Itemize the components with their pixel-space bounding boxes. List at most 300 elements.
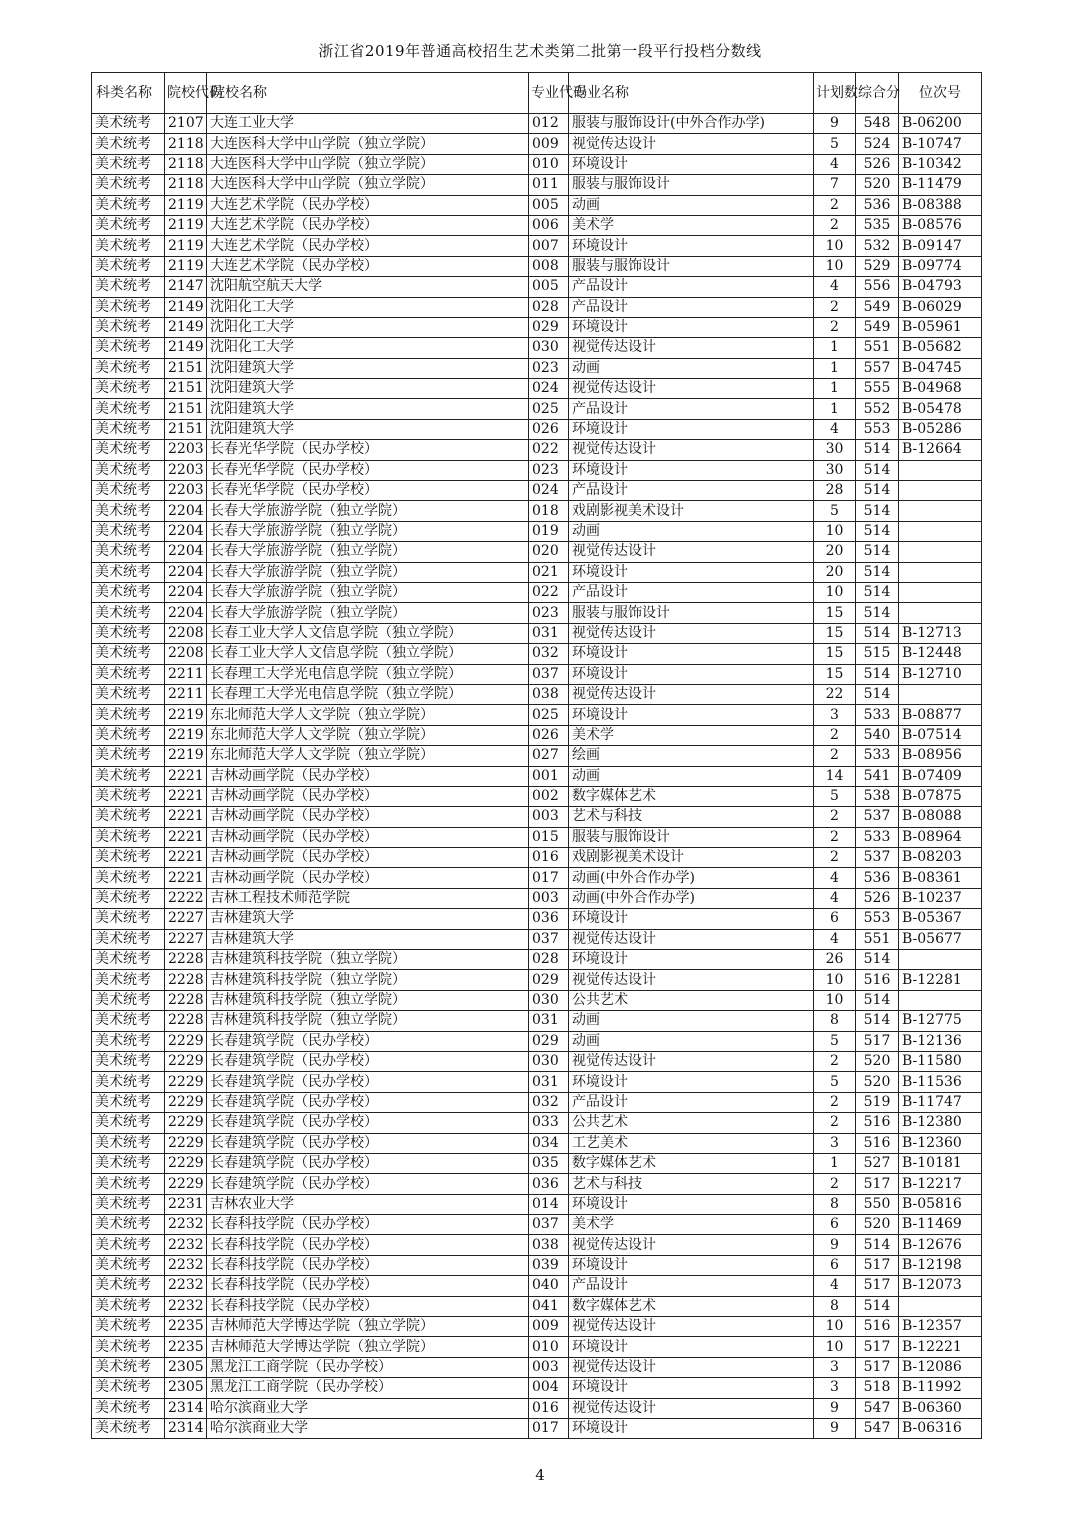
cell-composite-score: 526 bbox=[856, 154, 899, 174]
cell-major-name: 艺术与科技 bbox=[569, 1174, 814, 1194]
table-row bbox=[92, 195, 982, 215]
cell-category: 美术统考 bbox=[92, 195, 165, 215]
cell-school-name: 黑龙江工商学院（民办学校） bbox=[207, 1378, 529, 1398]
cell-plan-count: 9 bbox=[814, 114, 856, 134]
cell-rank: B-12448 bbox=[899, 644, 982, 664]
cell-composite-score: 548 bbox=[856, 114, 899, 134]
cell-major-name: 戏剧影视美术设计 bbox=[569, 501, 814, 521]
cell-major-code: 039 bbox=[529, 1255, 569, 1275]
cell-plan-count: 2 bbox=[814, 317, 856, 337]
cell-major-code: 021 bbox=[529, 562, 569, 582]
cell-school-name: 长春建筑学院（民办学校） bbox=[207, 1092, 529, 1112]
cell-composite-score: 547 bbox=[856, 1398, 899, 1418]
cell-major-code: 014 bbox=[529, 1194, 569, 1214]
cell-composite-score: 533 bbox=[856, 746, 899, 766]
cell-major-code: 003 bbox=[529, 888, 569, 908]
cell-major-name: 视觉传达设计 bbox=[569, 970, 814, 990]
cell-category: 美术统考 bbox=[92, 236, 165, 256]
cell-major-name: 数字媒体艺术 bbox=[569, 786, 814, 806]
cell-category: 美术统考 bbox=[92, 1317, 165, 1337]
cell-plan-count: 9 bbox=[814, 1419, 856, 1439]
cell-school-code: 2232 bbox=[165, 1276, 207, 1296]
cell-rank: B-06360 bbox=[899, 1398, 982, 1418]
cell-rank: B-12676 bbox=[899, 1235, 982, 1255]
cell-school-code: 2203 bbox=[165, 460, 207, 480]
cell-school-name: 东北师范大学人文学院（独立学院） bbox=[207, 746, 529, 766]
cell-plan-count: 15 bbox=[814, 644, 856, 664]
table-row bbox=[92, 542, 982, 562]
cell-composite-score: 541 bbox=[856, 766, 899, 786]
cell-school-code: 2235 bbox=[165, 1317, 207, 1337]
cell-composite-score: 514 bbox=[856, 990, 899, 1010]
cell-major-code: 034 bbox=[529, 1133, 569, 1153]
cell-major-name: 产品设计 bbox=[569, 481, 814, 501]
cell-composite-score: 514 bbox=[856, 623, 899, 643]
cell-category: 美术统考 bbox=[92, 399, 165, 419]
table-row bbox=[92, 684, 982, 704]
cell-plan-count: 4 bbox=[814, 929, 856, 949]
cell-plan-count: 10 bbox=[814, 582, 856, 602]
cell-major-code: 036 bbox=[529, 1174, 569, 1194]
table-row bbox=[92, 1276, 982, 1296]
cell-rank: B-12664 bbox=[899, 440, 982, 460]
cell-school-code: 2229 bbox=[165, 1092, 207, 1112]
cell-rank: B-05367 bbox=[899, 909, 982, 929]
cell-school-code: 2151 bbox=[165, 379, 207, 399]
cell-rank bbox=[899, 542, 982, 562]
cell-plan-count: 6 bbox=[814, 1255, 856, 1275]
cell-school-name: 大连艺术学院（民办学校） bbox=[207, 215, 529, 235]
cell-school-name: 长春光华学院（民办学校） bbox=[207, 481, 529, 501]
cell-category: 美术统考 bbox=[92, 623, 165, 643]
table-row bbox=[92, 1092, 982, 1112]
cell-plan-count: 10 bbox=[814, 990, 856, 1010]
cell-school-code: 2305 bbox=[165, 1378, 207, 1398]
cell-rank bbox=[899, 481, 982, 501]
cell-composite-score: 553 bbox=[856, 419, 899, 439]
table-row bbox=[92, 848, 982, 868]
cell-composite-score: 520 bbox=[856, 1215, 899, 1235]
cell-school-code: 2147 bbox=[165, 277, 207, 297]
cell-major-code: 017 bbox=[529, 868, 569, 888]
cell-composite-score: 533 bbox=[856, 705, 899, 725]
cell-school-code: 2219 bbox=[165, 705, 207, 725]
cell-school-code: 2232 bbox=[165, 1296, 207, 1316]
cell-plan-count: 2 bbox=[814, 848, 856, 868]
cell-school-name: 东北师范大学人文学院（独立学院） bbox=[207, 725, 529, 745]
cell-composite-score: 518 bbox=[856, 1378, 899, 1398]
cell-category: 美术统考 bbox=[92, 582, 165, 602]
cell-category: 美术统考 bbox=[92, 277, 165, 297]
cell-major-name: 环境设计 bbox=[569, 1419, 814, 1439]
cell-rank: B-06200 bbox=[899, 114, 982, 134]
cell-composite-score: 516 bbox=[856, 1317, 899, 1337]
cell-rank: B-11580 bbox=[899, 1051, 982, 1071]
cell-plan-count: 7 bbox=[814, 175, 856, 195]
cell-plan-count: 5 bbox=[814, 501, 856, 521]
cell-major-code: 037 bbox=[529, 664, 569, 684]
table-header-row bbox=[92, 73, 982, 114]
cell-composite-score: 536 bbox=[856, 868, 899, 888]
cell-major-name: 动画 bbox=[569, 1011, 814, 1031]
cell-school-name: 吉林师范大学博达学院（独立学院） bbox=[207, 1317, 529, 1337]
cell-rank: B-11479 bbox=[899, 175, 982, 195]
cell-major-name: 美术学 bbox=[569, 215, 814, 235]
cell-category: 美术统考 bbox=[92, 256, 165, 276]
cell-category: 美术统考 bbox=[92, 1398, 165, 1418]
cell-rank bbox=[899, 582, 982, 602]
cell-school-name: 大连医科大学中山学院（独立学院） bbox=[207, 134, 529, 154]
header-school-code: 院校代码 bbox=[165, 73, 207, 114]
cell-major-name: 环境设计 bbox=[569, 705, 814, 725]
cell-composite-score: 517 bbox=[856, 1337, 899, 1357]
cell-plan-count: 2 bbox=[814, 725, 856, 745]
cell-rank bbox=[899, 1296, 982, 1316]
cell-category: 美术统考 bbox=[92, 766, 165, 786]
cell-major-code: 022 bbox=[529, 440, 569, 460]
cell-major-code: 031 bbox=[529, 1011, 569, 1031]
cell-major-code: 010 bbox=[529, 154, 569, 174]
cell-composite-score: 549 bbox=[856, 297, 899, 317]
header-rank: 位次号 bbox=[899, 73, 982, 114]
cell-major-name: 环境设计 bbox=[569, 909, 814, 929]
cell-school-code: 2119 bbox=[165, 215, 207, 235]
table-body bbox=[92, 114, 982, 1439]
cell-school-code: 2204 bbox=[165, 521, 207, 541]
table-row bbox=[92, 358, 982, 378]
cell-category: 美术统考 bbox=[92, 827, 165, 847]
cell-rank bbox=[899, 990, 982, 1010]
table-row bbox=[92, 562, 982, 582]
cell-school-name: 吉林动画学院（民办学校） bbox=[207, 848, 529, 868]
cell-major-name: 动画 bbox=[569, 358, 814, 378]
table-row bbox=[92, 134, 982, 154]
cell-category: 美术统考 bbox=[92, 929, 165, 949]
cell-major-name: 艺术与科技 bbox=[569, 807, 814, 827]
cell-major-code: 029 bbox=[529, 1031, 569, 1051]
cell-school-code: 2305 bbox=[165, 1357, 207, 1377]
cell-major-code: 003 bbox=[529, 807, 569, 827]
table-row bbox=[92, 481, 982, 501]
cell-plan-count: 10 bbox=[814, 1317, 856, 1337]
cell-school-code: 2219 bbox=[165, 746, 207, 766]
cell-rank: B-08956 bbox=[899, 746, 982, 766]
cell-rank: B-09774 bbox=[899, 256, 982, 276]
cell-major-name: 公共艺术 bbox=[569, 1113, 814, 1133]
table-row bbox=[92, 1296, 982, 1316]
cell-category: 美术统考 bbox=[92, 379, 165, 399]
cell-school-code: 2204 bbox=[165, 542, 207, 562]
table-row bbox=[92, 1133, 982, 1153]
header-major-code: 专业代码 bbox=[529, 73, 569, 114]
cell-category: 美术统考 bbox=[92, 542, 165, 562]
cell-plan-count: 4 bbox=[814, 419, 856, 439]
cell-school-code: 2118 bbox=[165, 175, 207, 195]
cell-school-code: 2232 bbox=[165, 1255, 207, 1275]
cell-composite-score: 520 bbox=[856, 1051, 899, 1071]
cell-major-name: 环境设计 bbox=[569, 562, 814, 582]
cell-category: 美术统考 bbox=[92, 1276, 165, 1296]
cell-major-name: 美术学 bbox=[569, 1215, 814, 1235]
table-row bbox=[92, 929, 982, 949]
cell-major-name: 环境设计 bbox=[569, 1255, 814, 1275]
cell-major-code: 033 bbox=[529, 1113, 569, 1133]
cell-composite-score: 538 bbox=[856, 786, 899, 806]
cell-major-code: 040 bbox=[529, 1276, 569, 1296]
cell-plan-count: 2 bbox=[814, 195, 856, 215]
cell-major-name: 美术学 bbox=[569, 725, 814, 745]
cell-plan-count: 6 bbox=[814, 909, 856, 929]
cell-composite-score: 514 bbox=[856, 1011, 899, 1031]
cell-major-code: 019 bbox=[529, 521, 569, 541]
cell-major-code: 005 bbox=[529, 195, 569, 215]
cell-composite-score: 553 bbox=[856, 909, 899, 929]
cell-category: 美术统考 bbox=[92, 746, 165, 766]
cell-major-name: 视觉传达设计 bbox=[569, 1235, 814, 1255]
cell-category: 美术统考 bbox=[92, 1235, 165, 1255]
cell-major-name: 产品设计 bbox=[569, 277, 814, 297]
cell-plan-count: 2 bbox=[814, 1174, 856, 1194]
cell-composite-score: 514 bbox=[856, 481, 899, 501]
table-row bbox=[92, 868, 982, 888]
cell-major-name: 环境设计 bbox=[569, 1072, 814, 1092]
cell-school-code: 2222 bbox=[165, 888, 207, 908]
cell-major-code: 038 bbox=[529, 684, 569, 704]
cell-school-code: 2208 bbox=[165, 644, 207, 664]
cell-composite-score: 520 bbox=[856, 1072, 899, 1092]
table-row bbox=[92, 1113, 982, 1133]
cell-rank: B-07875 bbox=[899, 786, 982, 806]
cell-major-code: 032 bbox=[529, 1092, 569, 1112]
cell-major-name: 产品设计 bbox=[569, 399, 814, 419]
cell-school-name: 沈阳化工大学 bbox=[207, 338, 529, 358]
cell-major-name: 动画 bbox=[569, 521, 814, 541]
cell-school-code: 2208 bbox=[165, 623, 207, 643]
cell-major-code: 009 bbox=[529, 1317, 569, 1337]
cell-rank bbox=[899, 460, 982, 480]
cell-category: 美术统考 bbox=[92, 481, 165, 501]
cell-plan-count: 3 bbox=[814, 705, 856, 725]
cell-school-name: 吉林农业大学 bbox=[207, 1194, 529, 1214]
table-row bbox=[92, 1357, 982, 1377]
cell-plan-count: 5 bbox=[814, 1031, 856, 1051]
cell-category: 美术统考 bbox=[92, 1337, 165, 1357]
cell-school-name: 长春工业大学人文信息学院（独立学院） bbox=[207, 623, 529, 643]
cell-plan-count: 10 bbox=[814, 236, 856, 256]
cell-major-name: 视觉传达设计 bbox=[569, 929, 814, 949]
cell-major-code: 031 bbox=[529, 623, 569, 643]
cell-major-code: 006 bbox=[529, 215, 569, 235]
cell-category: 美术统考 bbox=[92, 1357, 165, 1377]
cell-composite-score: 520 bbox=[856, 175, 899, 195]
cell-composite-score: 524 bbox=[856, 134, 899, 154]
cell-major-code: 032 bbox=[529, 644, 569, 664]
cell-school-name: 沈阳航空航天大学 bbox=[207, 277, 529, 297]
cell-school-code: 2149 bbox=[165, 338, 207, 358]
cell-major-code: 002 bbox=[529, 786, 569, 806]
cell-major-code: 010 bbox=[529, 1337, 569, 1357]
cell-school-code: 2204 bbox=[165, 603, 207, 623]
cell-school-name: 长春光华学院（民办学校） bbox=[207, 440, 529, 460]
cell-school-name: 大连艺术学院（民办学校） bbox=[207, 256, 529, 276]
cell-rank: B-12221 bbox=[899, 1337, 982, 1357]
table-row bbox=[92, 114, 982, 134]
cell-major-name: 环境设计 bbox=[569, 317, 814, 337]
cell-school-code: 2211 bbox=[165, 684, 207, 704]
cell-school-code: 2228 bbox=[165, 970, 207, 990]
cell-school-code: 2221 bbox=[165, 807, 207, 827]
table-row bbox=[92, 1378, 982, 1398]
cell-rank: B-05816 bbox=[899, 1194, 982, 1214]
cell-composite-score: 516 bbox=[856, 970, 899, 990]
cell-plan-count: 2 bbox=[814, 807, 856, 827]
cell-school-name: 吉林建筑科技学院（独立学院） bbox=[207, 990, 529, 1010]
cell-school-name: 长春建筑学院（民办学校） bbox=[207, 1174, 529, 1194]
cell-composite-score: 516 bbox=[856, 1133, 899, 1153]
cell-major-name: 视觉传达设计 bbox=[569, 542, 814, 562]
cell-school-code: 2203 bbox=[165, 440, 207, 460]
cell-category: 美术统考 bbox=[92, 358, 165, 378]
cell-category: 美术统考 bbox=[92, 1051, 165, 1071]
table-row bbox=[92, 1072, 982, 1092]
cell-rank: B-07514 bbox=[899, 725, 982, 745]
cell-school-code: 2314 bbox=[165, 1398, 207, 1418]
table-row bbox=[92, 379, 982, 399]
cell-major-code: 012 bbox=[529, 114, 569, 134]
table-row bbox=[92, 460, 982, 480]
cell-school-code: 2229 bbox=[165, 1051, 207, 1071]
cell-composite-score: 537 bbox=[856, 807, 899, 827]
table-row bbox=[92, 399, 982, 419]
table-row bbox=[92, 644, 982, 664]
cell-school-name: 吉林动画学院（民办学校） bbox=[207, 766, 529, 786]
cell-composite-score: 514 bbox=[856, 684, 899, 704]
cell-rank: B-12380 bbox=[899, 1113, 982, 1133]
cell-school-name: 长春工业大学人文信息学院（独立学院） bbox=[207, 644, 529, 664]
cell-school-name: 吉林建筑大学 bbox=[207, 929, 529, 949]
cell-plan-count: 2 bbox=[814, 746, 856, 766]
cell-rank: B-06029 bbox=[899, 297, 982, 317]
table-row bbox=[92, 154, 982, 174]
cell-composite-score: 514 bbox=[856, 562, 899, 582]
cell-major-name: 产品设计 bbox=[569, 297, 814, 317]
cell-composite-score: 535 bbox=[856, 215, 899, 235]
cell-school-name: 吉林建筑科技学院（独立学院） bbox=[207, 950, 529, 970]
cell-composite-score: 514 bbox=[856, 1296, 899, 1316]
cell-school-name: 长春建筑学院（民办学校） bbox=[207, 1072, 529, 1092]
cell-composite-score: 556 bbox=[856, 277, 899, 297]
table-row bbox=[92, 1215, 982, 1235]
table-row bbox=[92, 1051, 982, 1071]
cell-category: 美术统考 bbox=[92, 1031, 165, 1051]
cell-rank: B-08361 bbox=[899, 868, 982, 888]
cell-composite-score: 514 bbox=[856, 950, 899, 970]
cell-category: 美术统考 bbox=[92, 603, 165, 623]
cell-category: 美术统考 bbox=[92, 460, 165, 480]
cell-category: 美术统考 bbox=[92, 1194, 165, 1214]
cell-plan-count: 1 bbox=[814, 379, 856, 399]
cell-composite-score: 514 bbox=[856, 501, 899, 521]
table-row bbox=[92, 970, 982, 990]
cell-category: 美术统考 bbox=[92, 419, 165, 439]
cell-category: 美术统考 bbox=[92, 175, 165, 195]
cell-school-code: 2119 bbox=[165, 256, 207, 276]
cell-rank: B-05478 bbox=[899, 399, 982, 419]
cell-rank: B-05677 bbox=[899, 929, 982, 949]
cell-plan-count: 8 bbox=[814, 1194, 856, 1214]
cell-major-name: 视觉传达设计 bbox=[569, 440, 814, 460]
cell-plan-count: 2 bbox=[814, 1113, 856, 1133]
cell-major-name: 环境设计 bbox=[569, 419, 814, 439]
cell-plan-count: 3 bbox=[814, 1133, 856, 1153]
cell-rank bbox=[899, 950, 982, 970]
cell-plan-count: 2 bbox=[814, 1051, 856, 1071]
table-row bbox=[92, 1317, 982, 1337]
cell-plan-count: 2 bbox=[814, 215, 856, 235]
cell-school-code: 2204 bbox=[165, 582, 207, 602]
cell-major-code: 015 bbox=[529, 827, 569, 847]
cell-rank: B-06316 bbox=[899, 1419, 982, 1439]
cell-major-code: 016 bbox=[529, 848, 569, 868]
cell-major-name: 产品设计 bbox=[569, 1092, 814, 1112]
cell-rank: B-08877 bbox=[899, 705, 982, 725]
cell-school-code: 2221 bbox=[165, 827, 207, 847]
cell-plan-count: 15 bbox=[814, 623, 856, 643]
cell-plan-count: 10 bbox=[814, 1337, 856, 1357]
header-school-name: 院校名称 bbox=[207, 73, 529, 114]
cell-composite-score: 517 bbox=[856, 1031, 899, 1051]
table-row bbox=[92, 1235, 982, 1255]
cell-school-name: 大连医科大学中山学院（独立学院） bbox=[207, 175, 529, 195]
cell-school-name: 长春科技学院（民办学校） bbox=[207, 1235, 529, 1255]
cell-school-code: 2229 bbox=[165, 1113, 207, 1133]
cell-major-code: 004 bbox=[529, 1378, 569, 1398]
cell-rank: B-12357 bbox=[899, 1317, 982, 1337]
cell-category: 美术统考 bbox=[92, 644, 165, 664]
cell-rank: B-08576 bbox=[899, 215, 982, 235]
cell-school-code: 2235 bbox=[165, 1337, 207, 1357]
cell-major-name: 环境设计 bbox=[569, 154, 814, 174]
cell-major-name: 环境设计 bbox=[569, 664, 814, 684]
cell-school-code: 2227 bbox=[165, 929, 207, 949]
cell-plan-count: 1 bbox=[814, 358, 856, 378]
cell-school-name: 长春理工大学光电信息学院（独立学院） bbox=[207, 664, 529, 684]
cell-school-name: 吉林动画学院（民办学校） bbox=[207, 786, 529, 806]
cell-category: 美术统考 bbox=[92, 154, 165, 174]
cell-school-code: 2119 bbox=[165, 195, 207, 215]
cell-rank bbox=[899, 521, 982, 541]
cell-rank: B-12710 bbox=[899, 664, 982, 684]
cell-school-code: 2151 bbox=[165, 358, 207, 378]
cell-school-name: 沈阳化工大学 bbox=[207, 317, 529, 337]
cell-school-name: 长春建筑学院（民办学校） bbox=[207, 1031, 529, 1051]
cell-rank: B-04793 bbox=[899, 277, 982, 297]
cell-rank: B-04968 bbox=[899, 379, 982, 399]
cell-rank: B-10181 bbox=[899, 1153, 982, 1173]
cell-category: 美术统考 bbox=[92, 888, 165, 908]
cell-school-code: 2221 bbox=[165, 786, 207, 806]
cell-rank: B-10747 bbox=[899, 134, 982, 154]
cell-rank: B-08388 bbox=[899, 195, 982, 215]
cell-school-code: 2221 bbox=[165, 766, 207, 786]
cell-plan-count: 5 bbox=[814, 1072, 856, 1092]
cell-category: 美术统考 bbox=[92, 215, 165, 235]
cell-composite-score: 527 bbox=[856, 1153, 899, 1173]
cell-major-code: 029 bbox=[529, 970, 569, 990]
cell-composite-score: 526 bbox=[856, 888, 899, 908]
cell-plan-count: 4 bbox=[814, 868, 856, 888]
cell-major-name: 视觉传达设计 bbox=[569, 379, 814, 399]
